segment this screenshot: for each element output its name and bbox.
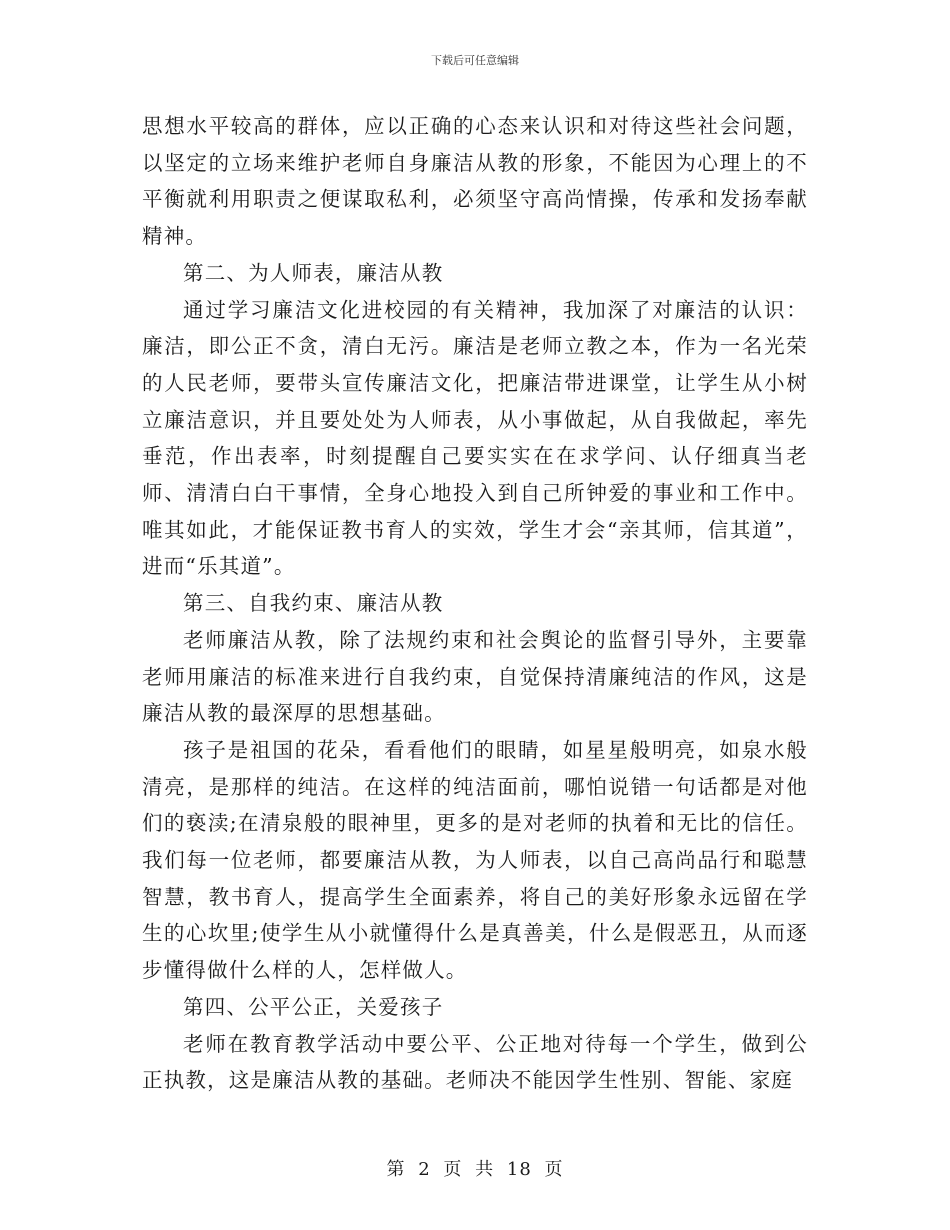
header-text: 下载后可任意编辑: [431, 54, 519, 67]
footer-total-pages: 18: [506, 1159, 532, 1180]
footer-page-number: 2: [418, 1159, 431, 1180]
section-heading-2: 第二、为人师表，廉洁从教: [183, 260, 444, 285]
footer-label-ye: 页: [443, 1159, 463, 1180]
section-heading-4: 第四、公平公正，关爱孩子: [183, 994, 444, 1019]
footer-label-gong: 共: [475, 1159, 495, 1180]
paragraph-3: 老师廉洁从教，除了法规约束和社会舆论的监督引导外，主要靠老师用廉洁的标准来进行自我约束，自觉保持清廉纯洁的作风，这是廉洁从教的最深厚的思想基础。: [142, 627, 808, 726]
section-heading-3: 第三、自我约束、廉洁从教: [183, 591, 444, 616]
paragraph-5: 老师在教育教学活动中要公平、公正地对待每一个学生，做到公正执教，这是廉洁从教的基础。老师决不能因学生性别、智能、家庭: [142, 1031, 808, 1093]
page-footer: [0, 1155, 950, 1181]
paragraph-1: 思想水平较高的群体，应以正确的心态来认识和对待这些社会问题，以坚定的立场来维护老师自身廉洁从教的形象，不能因为心理上的不平衡就利用职责之便谋取私利，必须坚守高尚情操，传承和发扬奉献精神。: [142, 114, 808, 249]
paragraph-2: 通过学习廉洁文化进校园的有关精神，我加深了对廉洁的认识：廉洁，即公正不贪，清白无污。廉洁是老师立教之本，作为一名光荣的人民老师，要带头宣传廉洁文化，把廉洁带进课堂，让学生从小树立廉洁意识，并且要处处为人师表，从小事做起，从自我做起，率先垂范，作出表率，时刻提醒自己要实实在在求学问、认仔细真当老师、清清白白干事情，全身心地投入到自己所钟爱的事业和工作中。唯其如此，才能保证教书育人的实效，学生才会“亲其师，信其道”，进而“乐其道”。: [142, 297, 808, 579]
page-header: [0, 52, 950, 68]
paragraph-4: 孩子是祖国的花朵，看看他们的眼睛，如星星般明亮，如泉水般清亮，是那样的纯洁。在这样的纯洁面前，哪怕说错一句话都是对他们的亵渎;在清泉般的眼神里，更多的是对老师的执着和无比的信任。我们每一位老师，都要廉洁从教，为人师表，以自己高尚品行和聪慧智慧，教书育人，提高学生全面素养，将自己的美好形象永远留在学生的心坎里;使学生从小就懂得什么是真善美，什么是假恶丑，从而逐步懂得做什么样的人，怎样做人。: [142, 737, 808, 983]
document-body: [142, 108, 808, 1099]
footer-label-ye-end: 页: [544, 1159, 564, 1180]
footer-label-di: 第: [386, 1159, 406, 1180]
